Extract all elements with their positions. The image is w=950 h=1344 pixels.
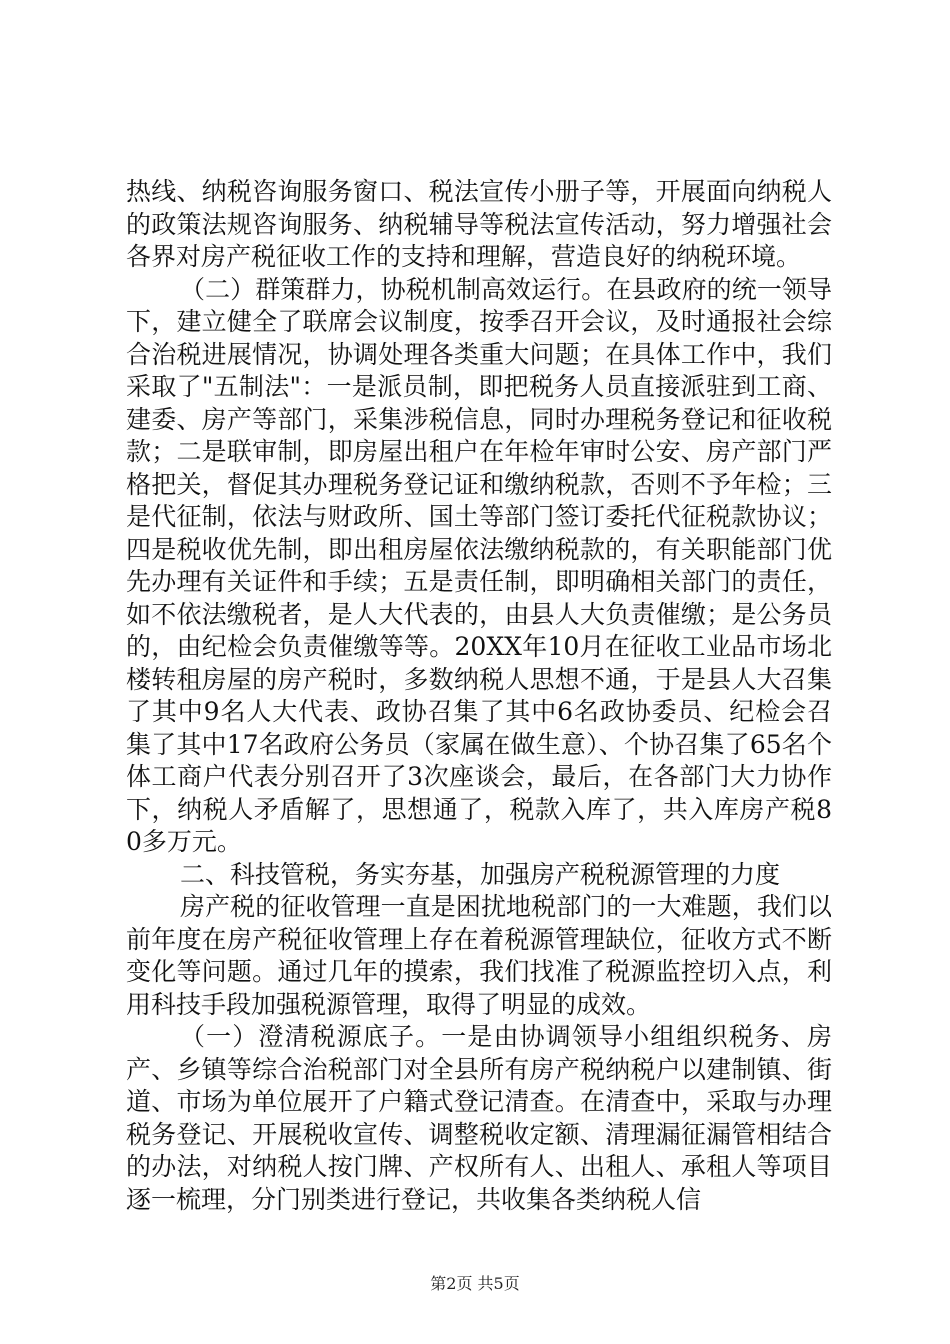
page-footer: 第2页 共5页 [430, 1274, 520, 1293]
section-heading: 二、科技管税，务实夯基，加强房产税税源管理的力度 [180, 859, 781, 889]
paragraph-subsection-1: （一）澄清税源底子。一是由协调领导小组组织税务、房产、乡镇等综合治税部门对全县所有房产税纳税户以建制镇、街道、市场为单位展开了户籍式登记清查。在清查中，采取与办理税务登记、开展税收宣传、调整税收定额、清理漏征漏管相结合的办法，对纳税人按门牌、产权所有人、出租人、承租人等项目逐一梳理，分门别类进行登记，共收集各类纳税人信 [126, 1022, 832, 1214]
paragraph-intro: 房产税的征收管理一直是困扰地税部门的一大难题，我们以前年度在房产税征收管理上存在着税源管理缺位，征收方式不断变化等问题。通过几年的摸索，我们找准了税源监控切入点，利用科技手段加强税源管理，取得了明显的成效。 [126, 892, 832, 1019]
document-body [126, 176, 832, 1216]
paragraph-section-2: （二）群策群力，协税机制高效运行。在县政府的统一领导下，建立健全了联席会议制度，按季召开会议，及时通报社会综合治税进展情况，协调处理各类重大问题；在具体工作中，我们采取了"五制法"：一是派员制，即把税务人员直接派驻到工商、建委、房产等部门，采集涉税信息，同时办理税务登记和征收税款；二是联审制，即房屋出租户在年检年审时公安、房产部门严格把关，督促其办理税务登记证和缴纳税款，否则不予年检；三是代征制，依法与财政所、国土等部门签订委托代征税款协议；四是税收优先制，即出租房屋依法缴纳税款的，有关职能部门优先办理有关证件和手续；五是责任制，即明确相关部门的责任，如不依法缴税者，是人大代表的，由县人大负责催缴；是公务员的，由纪检会负责催缴等等。20XX年10月在征收工业品市场北楼转租房屋的房产税时，多数纳税人思想不通，于是县人大召集了其中9名人大代表、政协召集了其中6名政协委员、纪检会召集了其中17名政府公务员（家属在做生意）、个协召集了65名个体工商户代表分别召开了3次座谈会，最后，在各部门大力协作下，纳税人矛盾解了，思想通了，税款入库了，共入库房产税80多万元。 [126, 274, 832, 856]
paragraph-continuation: 热线、纳税咨询服务窗口、税法宣传小册子等，开展面向纳税人的政策法规咨询服务、纳税辅导等税法宣传活动，努力增强社会各界对房产税征收工作的支持和理解，营造良好的纳税环境。 [126, 177, 832, 271]
